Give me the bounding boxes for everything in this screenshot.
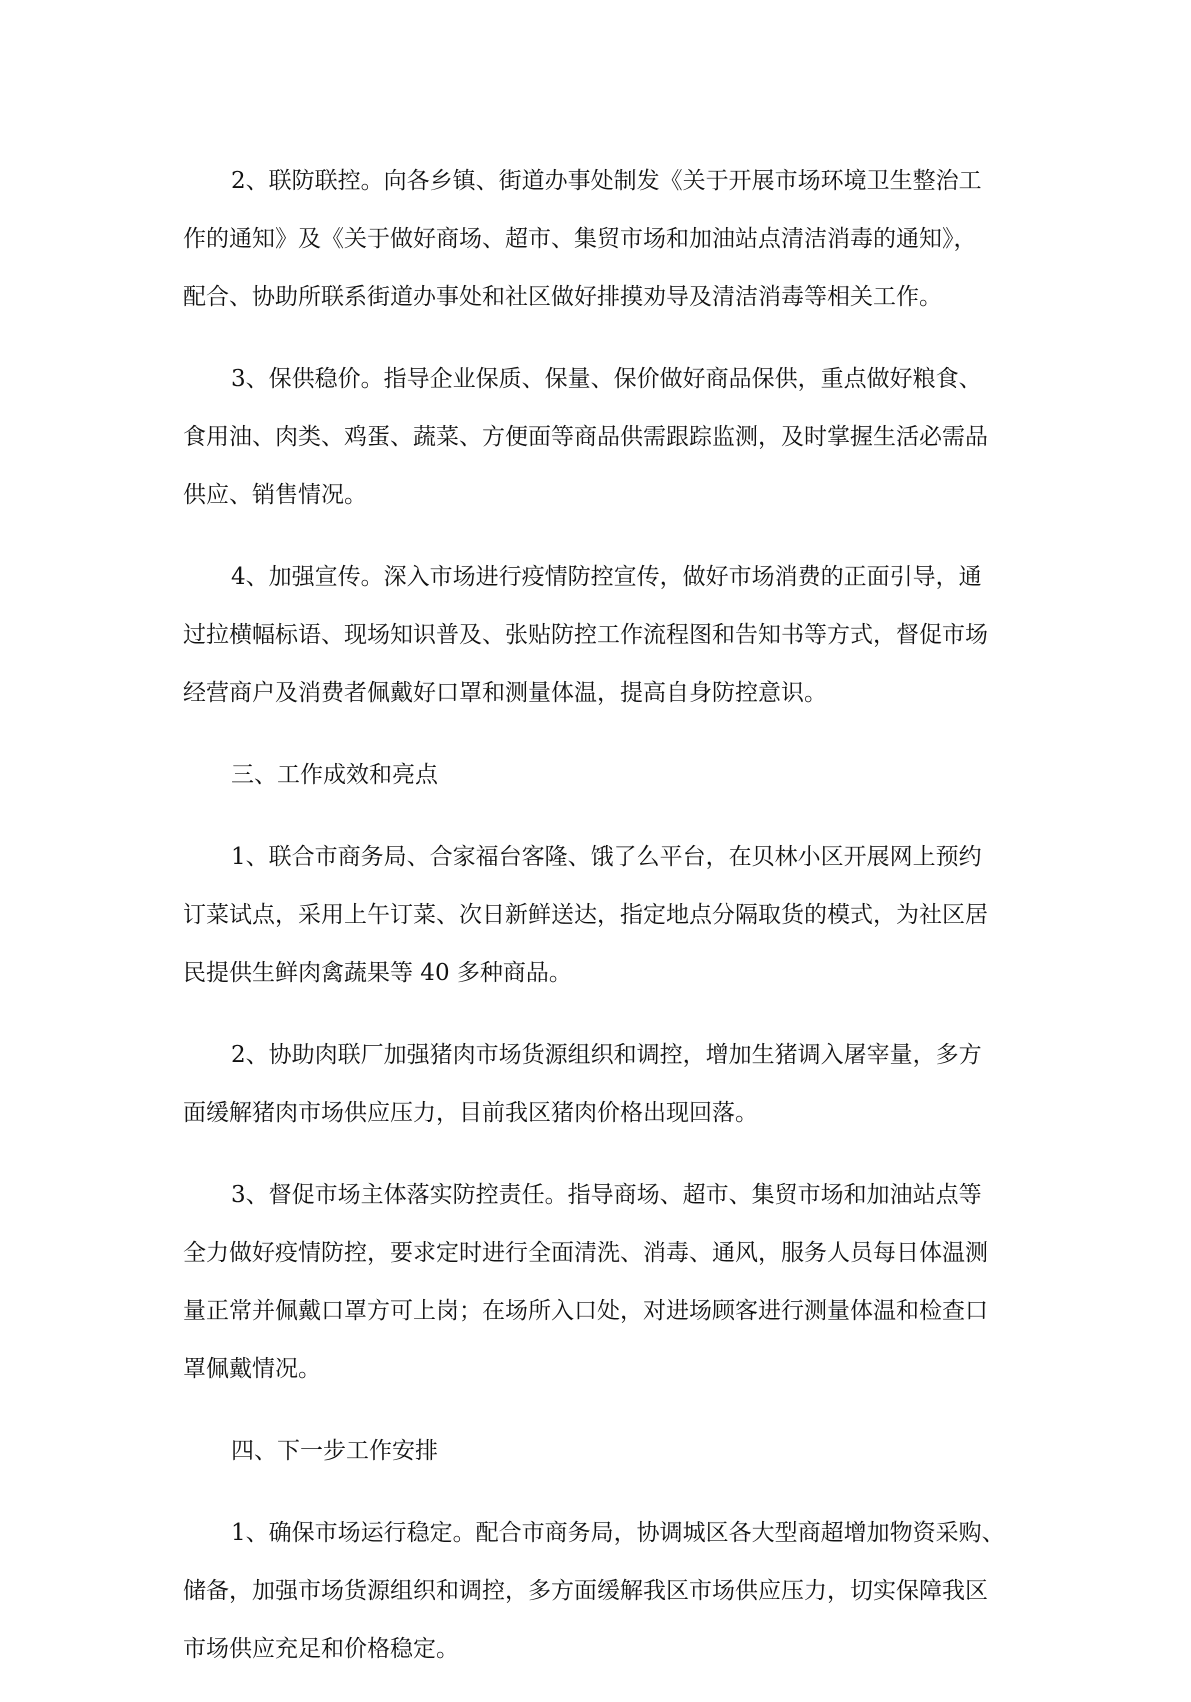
paragraph-line: 面缓解猪肉市场供应压力，目前我区猪肉价格出现回落。 xyxy=(183,1100,758,1126)
paragraph-line: 供应、销售情况。 xyxy=(183,482,367,508)
paragraph-joint-prevention xyxy=(183,152,1013,326)
paragraph-supply-price xyxy=(183,350,1013,524)
paragraph-line: 2、协助肉联厂加强猪肉市场货源组织和调控，增加生猪调入屠宰量，多方 xyxy=(231,1042,982,1068)
paragraph-online-ordering xyxy=(183,828,1013,1002)
paragraph-line: 罩佩戴情况。 xyxy=(183,1356,321,1382)
paragraph-pork-supply xyxy=(183,1026,1013,1142)
paragraph-line: 1、确保市场运行稳定。配合市商务局，协调城区各大型商超增加物资采购、 xyxy=(231,1520,1005,1546)
paragraph-line: 订菜试点，采用上午订菜、次日新鲜送达，指定地点分隔取货的模式，为社区居 xyxy=(183,902,988,928)
paragraph-line: 储备，加强市场货源组织和调控，多方面缓解我区市场供应压力，切实保障我区 xyxy=(183,1578,988,1604)
paragraph-line: 量正常并佩戴口罩方可上岗；在场所入口处，对进场顾客进行测量体温和检查口 xyxy=(183,1298,988,1324)
paragraph-line: 过拉横幅标语、现场知识普及、张贴防控工作流程图和告知书等方式，督促市场 xyxy=(183,622,988,648)
paragraph-line: 3、督促市场主体落实防控责任。指导商场、超市、集贸市场和加油站点等 xyxy=(231,1182,982,1208)
paragraph-line: 配合、协助所联系街道办事处和社区做好排摸劝导及清洁消毒等相关工作。 xyxy=(183,284,942,310)
paragraph-responsibility xyxy=(183,1166,1013,1398)
paragraph-line: 1、联合市商务局、合家福台客隆、饿了么平台，在贝林小区开展网上预约 xyxy=(231,844,982,870)
document-body xyxy=(183,152,1013,1702)
paragraph-line: 食用油、肉类、鸡蛋、蔬菜、方便面等商品供需跟踪监测，及时掌握生活必需品 xyxy=(183,424,988,450)
paragraph-market-stability xyxy=(183,1504,1013,1678)
paragraph-line: 全力做好疫情防控，要求定时进行全面清洗、消毒、通风，服务人员每日体温测 xyxy=(183,1240,988,1266)
paragraph-line: 3、保供稳价。指导企业保质、保量、保价做好商品保供，重点做好粮食、 xyxy=(231,366,982,392)
paragraph-line: 4、加强宣传。深入市场进行疫情防控宣传，做好市场消费的正面引导，通 xyxy=(231,564,982,590)
section-heading-results: 三、工作成效和亮点 xyxy=(231,762,438,788)
paragraph-line: 2、联防联控。向各乡镇、街道办事处制发《关于开展市场环境卫生整治工 xyxy=(231,168,982,194)
section-heading-next-steps: 四、下一步工作安排 xyxy=(231,1438,438,1464)
paragraph-line: 作的通知》及《关于做好商场、超市、集贸市场和加油站点清洁消毒的通知》， xyxy=(183,226,977,252)
paragraph-line: 经营商户及消费者佩戴好口罩和测量体温，提高自身防控意识。 xyxy=(183,680,827,706)
paragraph-publicity xyxy=(183,548,1013,722)
paragraph-line: 民提供生鲜肉禽蔬果等 40 多种商品。 xyxy=(183,960,572,986)
paragraph-line: 市场供应充足和价格稳定。 xyxy=(183,1636,459,1662)
